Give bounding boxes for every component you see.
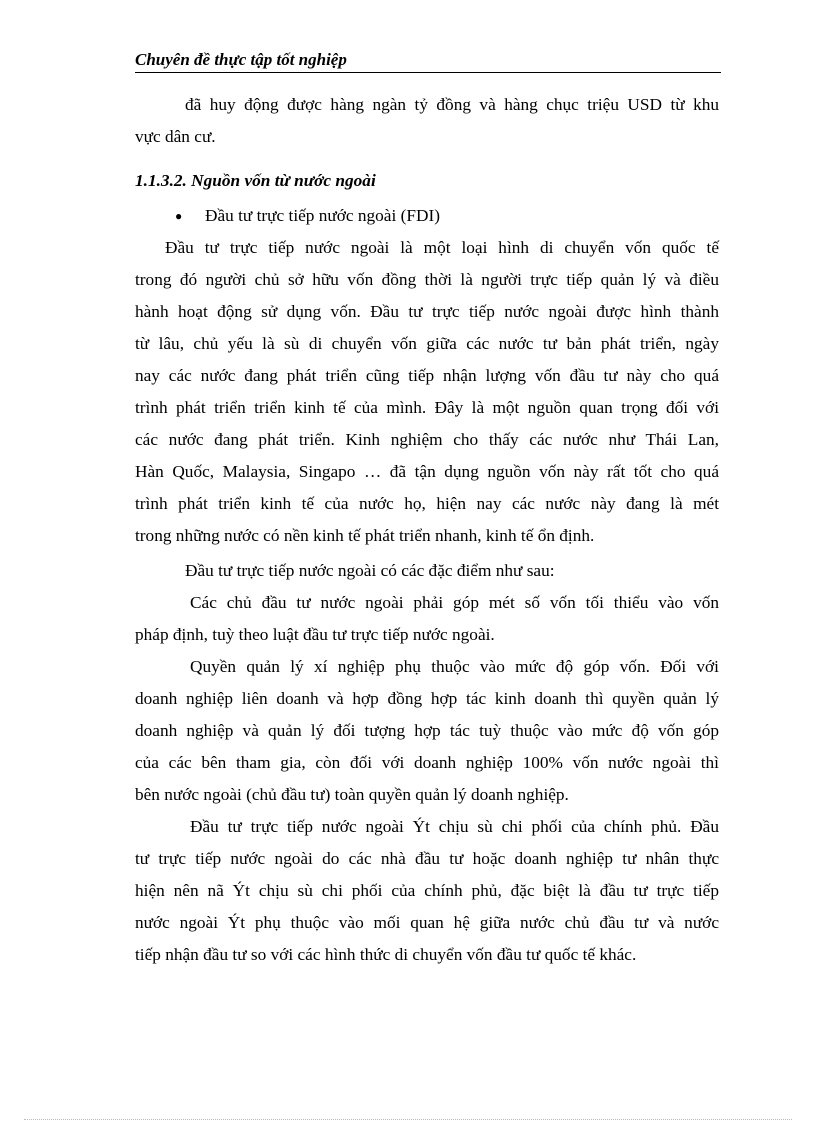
text-line: pháp định, tuỳ theo luật đầu tư trực tiếp nước ngoài. (135, 625, 495, 644)
text-line: doanh nghiệp và quản lý đối tượng hợp tác tuỳ thuộc vào mức độ vốn góp (135, 721, 719, 740)
text-line: Đầu tư trực tiếp nước ngoài là một loại hình di chuyển vốn quốc tế (165, 238, 719, 257)
text-line: của các bên tham gia, còn đối với doanh nghiệp 100% vốn nước ngoài thì (135, 753, 719, 772)
bullet-icon: ● (175, 209, 183, 223)
header-title: Chuyên đề thực tập tốt nghiệp (135, 50, 347, 69)
text-line: Quyền quản lý xí nghiệp phụ thuộc vào mức độ góp vốn. Đối với (190, 657, 719, 676)
text-line: hành hoạt động sử dụng vốn. Đầu tư trực tiếp nước ngoài được hình thành (135, 302, 719, 321)
text-line: hiện nên nã Ýt chịu sù chi phối của chính phủ, đặc biệt là đầu tư trực tiếp (135, 881, 719, 900)
text-line: các nước đang phát triển. Kinh nghiệm cho thấy các nước như Thái Lan, (135, 430, 719, 449)
text-line: doanh nghiệp liên doanh và hợp đồng hợp tác kinh doanh thì quyền quản lý (135, 689, 719, 708)
text-line: từ lâu, chủ yếu là sù di chuyển vốn giữa các nước tư bản phát triển, ngày (135, 334, 719, 353)
page-header (135, 48, 721, 73)
text-line: Đầu tư trực tiếp nước ngoài Ýt chịu sù chi phối của chính phủ. Đầu (190, 817, 719, 836)
text-line: đã huy động được hàng ngàn tỷ đồng và hàng chục triệu USD từ khu (185, 95, 719, 114)
text-line: nước ngoài Ýt phụ thuộc vào mối quan hệ giữa nước chủ đầu tư và nước (135, 913, 719, 932)
text-line: vực dân cư. (135, 127, 216, 146)
text-line: tư trực tiếp nước ngoài do các nhà đầu tư hoặc doanh nghiệp tư nhân thực (135, 849, 719, 868)
text-line: tiếp nhận đầu tư so với các hình thức di chuyển vốn đầu tư quốc tế khác. (135, 945, 637, 964)
text-line: trong đó người chủ sở hữu vốn đồng thời là người trực tiếp quản lý và điều (135, 270, 719, 289)
text-line: bên nước ngoài (chủ đầu tư) toàn quyền quản lý doanh nghiệp. (135, 785, 569, 804)
text-line: trình phát triển kinh tế của nước họ, hiện nay các nước này đang là mét (135, 494, 719, 513)
text-line: Các chủ đầu tư nước ngoài phải góp mét số vốn tối thiểu vào vốn (190, 593, 719, 612)
text-line: Hàn Quốc, Malaysia, Singapo … đã tận dụng nguồn vốn này rất tốt cho quá (135, 462, 719, 481)
text-line: trình phát triển triển kinh tế của mình. Đây là một nguồn quan trọng đối với (135, 398, 719, 417)
bullet-item: Đầu tư trực tiếp nước ngoài (FDI) (205, 206, 440, 225)
footer-divider (24, 1119, 792, 1120)
section-heading: 1.1.3.2. Nguồn vốn từ nước ngoài (135, 171, 376, 190)
text-line: nay các nước đang phát triển cũng tiếp nhận lượng vốn đầu tư này cho quá (135, 366, 719, 385)
text-line: trong những nước có nền kinh tế phát triển nhanh, kinh tế ổn định. (135, 526, 595, 545)
text-line: Đầu tư trực tiếp nước ngoài có các đặc điểm như sau: (185, 561, 555, 580)
